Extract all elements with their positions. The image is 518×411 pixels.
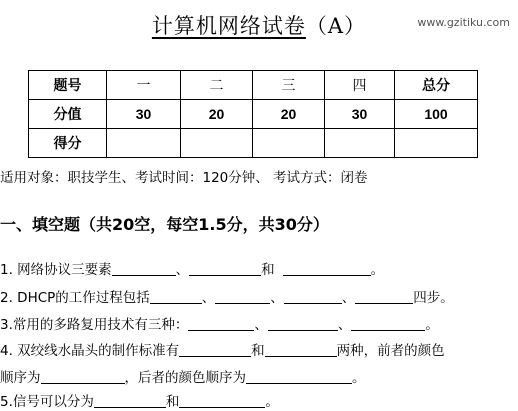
separator: 、 [341,290,356,306]
value-cell-2: 20 [181,100,253,129]
separator: 。 [370,262,385,278]
question-2 [0,286,454,306]
separator: ，后者的颜色顺序为 [124,370,246,386]
answer-blank[interactable] [246,369,352,384]
separator: 、 [270,290,284,306]
separator: 和 [165,394,180,410]
separator: 、 [201,290,216,306]
site-watermark: www.gzitiku.com [417,16,510,29]
score-table-header-row [29,71,478,100]
separator: 。 [352,370,366,386]
score-table-value-row [29,100,478,129]
header-cell-total: 总分 [395,71,478,100]
question-1 [0,258,384,278]
separator: 、 [254,317,268,333]
separator: 。 [265,394,279,410]
answer-blank[interactable] [179,342,251,357]
header-cell-3: 三 [253,71,325,100]
separator: 两种，前者的颜色 [336,343,445,359]
question-4-continued [0,366,366,386]
score-cell-1[interactable] [107,129,181,158]
question-1-text: 1. 网络协议三要素 [0,262,112,278]
exam-version: （A） [305,14,367,38]
score-table-score-row [29,129,478,158]
answer-blank[interactable] [94,393,166,408]
answer-blank[interactable] [283,261,371,276]
score-cell-2[interactable] [181,129,253,158]
score-cell-3[interactable] [253,129,325,158]
question-2-text: 2. DHCP的工作过程包括 [0,290,150,306]
score-cell-label: 得分 [29,129,107,158]
header-cell-2: 二 [181,71,253,100]
answer-blank[interactable] [188,316,254,331]
value-cell-4: 30 [325,100,395,129]
answer-blank[interactable] [112,261,176,276]
separator: 。 [425,317,439,333]
question-5-text: 5.信号可以分为 [0,394,94,410]
answer-blank[interactable] [215,289,270,304]
answer-blank[interactable] [351,316,425,331]
value-cell-3: 20 [253,100,325,129]
exam-title-main: 计算机网络试卷 [151,14,306,38]
score-cell-total[interactable] [395,129,478,158]
question-4b-text: 顺序为 [0,370,41,386]
answer-blank[interactable] [284,289,342,304]
separator: 、 [337,317,352,333]
score-table [28,70,478,158]
answer-blank[interactable] [265,342,337,357]
value-cell-total: 100 [395,100,478,129]
separator: 、 [175,262,190,278]
answer-blank[interactable] [355,289,413,304]
value-cell-1: 30 [107,100,181,129]
separator: 四步。 [413,290,454,306]
header-cell-label: 题号 [29,71,107,100]
question-3 [0,313,439,333]
answer-blank[interactable] [268,316,338,331]
header-cell-1: 一 [107,71,181,100]
header-cell-4: 四 [325,71,395,100]
answer-blank[interactable] [41,369,125,384]
answer-blank[interactable] [179,393,265,408]
score-cell-4[interactable] [325,129,395,158]
question-3-text: 3.常用的多路复用技术有三种： [0,317,189,333]
answer-blank[interactable] [150,289,202,304]
question-4-text: 4. 双绞线水晶头的制作标准有 [0,343,180,359]
question-5 [0,390,279,410]
answer-blank[interactable] [189,261,261,276]
section-heading-fill-in: 一、填空题（共20空，每空1.5分，共30分） [0,215,329,234]
exam-info: 适用对象：职技学生、考试时间：120分钟、 考试方式：闭卷 [0,170,368,186]
separator: 和 [251,343,265,359]
question-4 [0,339,445,359]
value-cell-label: 分值 [29,100,107,129]
separator: 和 [261,262,275,278]
